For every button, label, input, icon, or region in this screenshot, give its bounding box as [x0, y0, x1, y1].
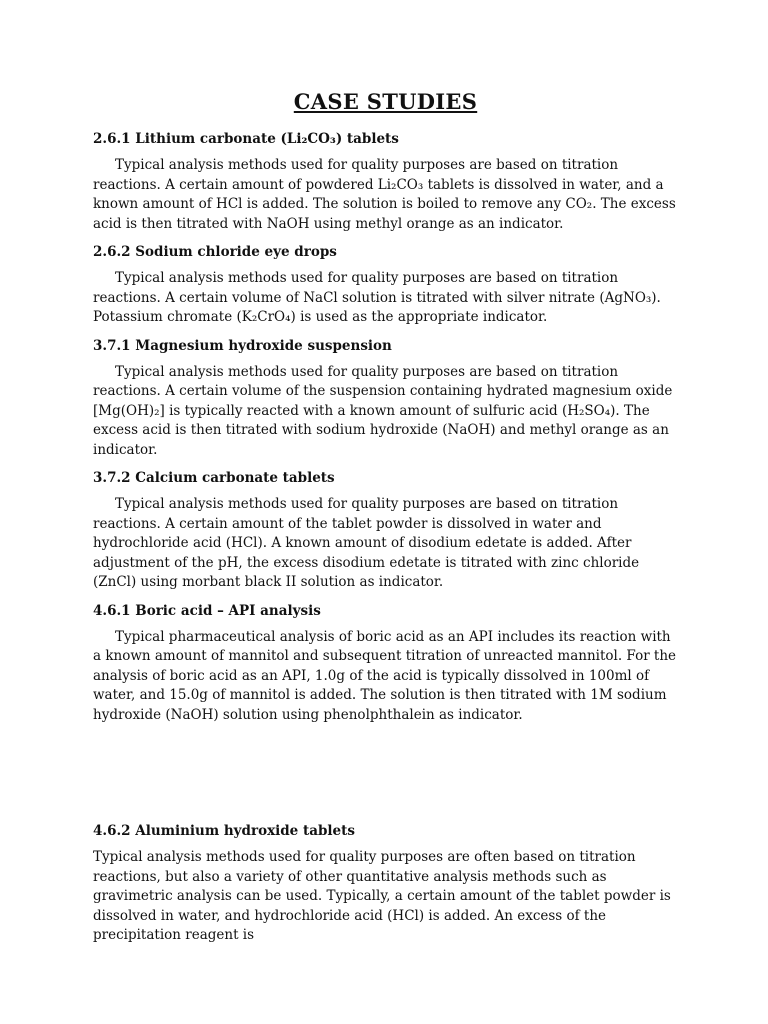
section-heading: 4.6.1 Boric acid – API analysis — [93, 602, 321, 619]
document-title: CASE STUDIES — [293, 89, 478, 114]
section-sodium-chloride — [93, 243, 678, 328]
section-aluminium-hydroxide — [93, 822, 678, 946]
section-heading: 4.6.2 Aluminium hydroxide tablets — [93, 823, 355, 839]
section-heading: 2.6.1 Lithium carbonate (Li₂CO₃) tablets — [93, 131, 399, 147]
blank-space — [93, 734, 678, 822]
section-heading: 2.6.2 Sodium chloride eye drops — [93, 244, 337, 260]
section-heading: 3.7.2 Calcium carbonate tablets — [93, 470, 335, 486]
section-body: Typical analysis methods used for quality purposes are often based on titration reactions, but also a variety of other quantitative analysis methods such as gravimetric analysis can be used. Typically, a certain amount of the tablet powder is dissolved in water, and hydrochloride acid (HCl) is added. An excess of the precipitation reagent is — [93, 849, 671, 943]
section-body: Typical analysis methods used for quality purposes are based on titration reactions. A certain amount of the tablet powder is dissolved in water and hydrochloride acid (HCl). A known amount of disodium edetate is added. After adjustment of the pH, the excess disodium edetate is titrated with zinc chloride (ZnCl) using morbant black II solution as indicator. — [93, 496, 640, 590]
section-body: Typical analysis methods used for quality purposes are based on titration reactions. A certain volume of NaCl solution is titrated with silver nitrate (AgNO₃). Potassium chromate (K₂CrO₄) is used as the appropriate indicator. — [93, 270, 661, 325]
section-calcium-carbonate — [93, 469, 678, 593]
section-body: Typical analysis methods used for quality purposes are based on titration reactions. A certain volume of the suspension containing hydrated magnesium oxide [Mg(OH)₂] is typically reacted with a known amount of sulfuric acid (H₂SO₄). The excess acid is then titrated with sodium hydroxide (NaOH) and methyl orange as an indicator. — [93, 363, 673, 458]
document-page — [93, 86, 678, 955]
section-lithium-carbonate — [93, 130, 678, 234]
section-boric-acid — [93, 602, 678, 726]
section-heading: 3.7.1 Magnesium hydroxide suspension — [93, 337, 392, 354]
section-magnesium-hydroxide — [93, 337, 678, 461]
section-body: Typical analysis methods used for quality purposes are based on titration reactions. A certain amount of powdered Li₂CO₃ tablets is dissolved in water, and a known amount of HCl is added. The solution is boiled to remove any CO₂. The excess acid is then titrated with NaOH using methyl orange as an indicator. — [93, 157, 676, 232]
section-body: Typical pharmaceutical analysis of boric acid as an API includes its reaction with a known amount of mannitol and subsequent titration of unreacted mannitol. For the analysis of boric acid as an API, 1.0g of the acid is typically dissolved in 100ml of water, and 15.0g of mannitol is added. The solution is then titrated with 1M sodium hydroxide (NaOH) solution using phenolphthalein as indicator. — [93, 628, 677, 723]
